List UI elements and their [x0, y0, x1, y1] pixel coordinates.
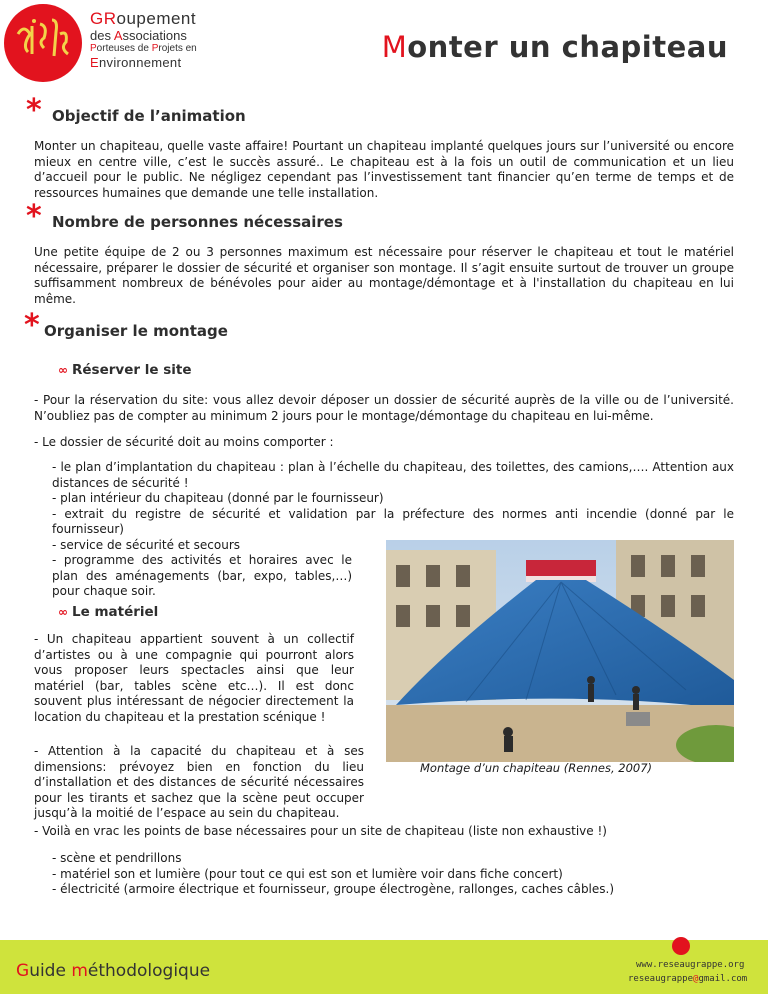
asterisk-icon: * — [24, 308, 40, 343]
org-word: orteuses de — [96, 43, 152, 54]
list-item: - extrait du registre de sécurité et validation par la préfecture des normes anti incendie (donné par le fournisseur) — [52, 506, 734, 536]
photo-caption: Montage d’un chapiteau (Rennes, 2007) — [420, 761, 653, 775]
asterisk-icon: * — [26, 199, 42, 234]
heading-objectif — [26, 93, 246, 128]
organization-name — [90, 10, 197, 69]
title-initial: M — [381, 30, 408, 64]
list-item: - le plan d’implantation du chapiteau : plan à l’échelle du chapiteau, des toilettes, des camions,…. Attention aux distances de sécurité ! — [52, 460, 734, 490]
materiel-paragraph-1: - Un chapiteau appartient souvent à un collectif d’artistes ou à une compagnie qui pourront alors vous proposer leurs spectacles ainsi que leur matériel (bar, tables scène etc…). Il est donc souvent plus intéressant de négocier directement la location du chapiteau et la prestation scénique ! — [34, 632, 354, 724]
org-word: oupement — [116, 9, 197, 28]
org-word: rojets en — [158, 43, 197, 54]
logo-graphic — [4, 4, 82, 82]
heading-montage — [24, 308, 228, 343]
infinity-bullet-icon: ∞ — [58, 363, 68, 377]
subheading-materiel — [58, 604, 158, 620]
infinity-bullet-icon: ∞ — [58, 605, 68, 619]
materiel-list — [52, 851, 734, 898]
heading-personnes — [26, 199, 343, 234]
site-paragraph-2: - Le dossier de sécurité doit au moins comporter : — [34, 435, 334, 449]
objectif-paragraph: Monter un chapiteau, quelle vaste affaire! Pourtant un chapiteau implanté quelques jours sur l’université ou encore mieux en centre ville, c’est le succès assuré.. Le chapiteau est à la fois un outil de communication et un lieu d’accueil pour le public. Ne négligez cependant pas l’investissement tant financier qu’en terme de temps et de ressources humaines que demande une telle installation. — [34, 139, 734, 200]
list-item: - électricité (armoire électrique et fournisseur, groupe électrogène, rallonges, caches câbles.) — [52, 882, 615, 896]
heading-text: Objectif de l’animation — [52, 107, 246, 125]
org-initial: P — [90, 43, 97, 54]
asterisk-icon: * — [26, 93, 42, 128]
materiel-paragraph-3: - Voilà en vrac les points de base nécessaires pour un site de chapiteau (liste non exhaustive !) — [34, 824, 607, 838]
personnes-paragraph: Une petite équipe de 2 ou 3 personnes maximum est nécessaire pour réserver le chapiteau et tout le matériel nécessaire, préparer le dossier de sécurité et organiser son montage. Il s’agit ensuite surtout de trouver un groupe suffisamment nombreux de bénévoles pour aider au montage/démontage et à l'installation du chapiteau en lui même. — [34, 245, 734, 306]
page-title — [382, 30, 728, 64]
org-initial: GR — [90, 9, 117, 28]
org-initial: A — [113, 28, 123, 43]
heading-text: Organiser le montage — [44, 322, 228, 340]
footer — [0, 940, 768, 994]
email-link[interactable] — [628, 974, 747, 984]
guide-word: uide — [29, 961, 72, 981]
list-item: - programme des activités et horaires avec le plan des aménagements (bar, expo, tables,…) pour chaque soir. — [52, 553, 352, 598]
heading-text: Nombre de personnes nécessaires — [52, 213, 343, 231]
at-sign: @ — [693, 974, 699, 984]
org-initial: E — [90, 55, 99, 70]
list-item: - plan intérieur du chapiteau (donné par le fournisseur) — [52, 491, 384, 505]
list-item: - scène et pendrillons — [52, 851, 182, 865]
org-word: nvironnement — [98, 55, 182, 70]
logo — [4, 4, 82, 82]
org-word: des — [90, 28, 114, 43]
footer-guide-label — [16, 961, 210, 981]
guide-initial: G — [16, 961, 30, 981]
website-link[interactable]: www.reseaugrappe.org — [636, 960, 745, 970]
org-initial: P — [151, 43, 159, 54]
site-paragraph-1: - Pour la réservation du site: vous allez devoir déposer un dossier de sécurité auprès de la ville ou de l’université. N’oubliez pas de compter au minimum 2 jours pour le montage/démontage du chapiteau en lui-même. — [34, 393, 734, 423]
org-word: ssociations — [122, 28, 187, 43]
list-item: - service de sécurité et secours — [52, 537, 241, 552]
title-rest: onter un chapiteau — [407, 30, 728, 64]
chapiteau-photo — [386, 540, 734, 762]
materiel-paragraph-2-text: - Attention à la capacité du chapiteau et à ses dimensions: prévoyez bien en fonction du lieu d’installation et des distances de sécurité nécessaires pour les tirants et sachez que la scène peut occuper jusqu’à la moitié de l’espace au sein du chapiteau. — [34, 744, 364, 820]
subheading-site — [58, 362, 191, 378]
email-domain: gmail.com — [698, 974, 748, 984]
guide-initial: m — [71, 961, 88, 981]
subheading-text: Réserver le site — [72, 362, 192, 378]
list-item: - matériel son et lumière (pour tout ce qui est son et lumière voir dans fiche concert) — [52, 866, 563, 881]
red-dot-icon — [672, 937, 690, 955]
subheading-text: Le matériel — [72, 604, 159, 620]
email-user: reseaugrappe — [628, 974, 694, 984]
guide-word: éthodologique — [87, 961, 211, 981]
